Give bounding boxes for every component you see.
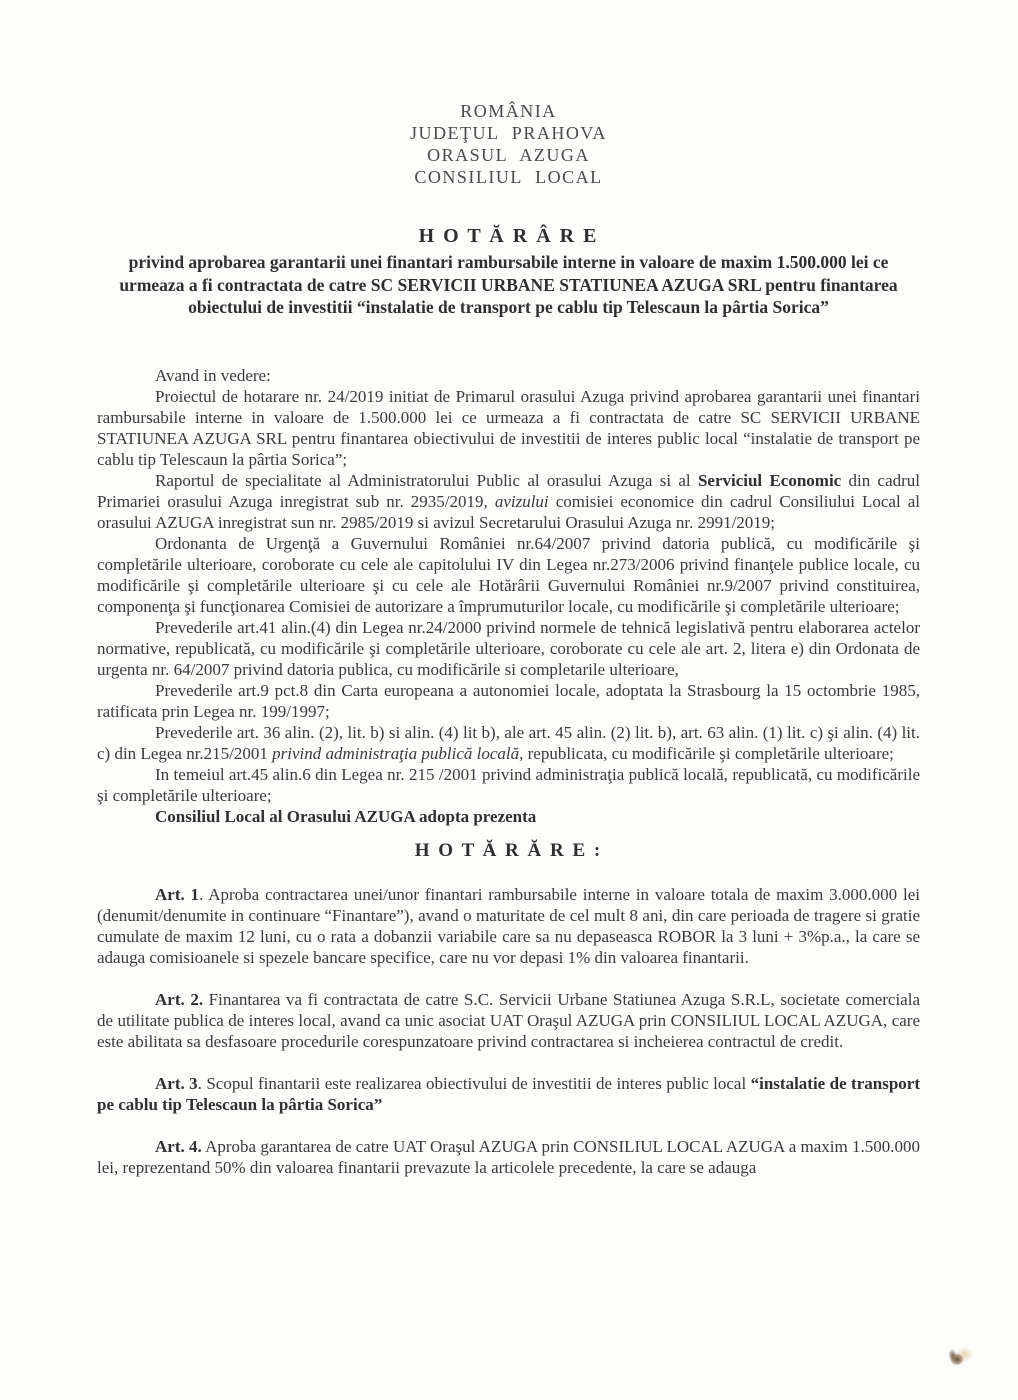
article-4: Art. 4. Aproba garantarea de catre UAT Oraşul AZUGA prin CONSILIUL LOCAL AZUGA a maxim 1.500.000 lei, reprezentand 50% din valoarea finantarii prevazute la articolele precedente, la care se adauga — [97, 1136, 921, 1177]
articles — [97, 884, 920, 1178]
paragraph-carta-europeana: Prevederile art.9 pct.8 din Carta europeana a autonomiei locale, adoptata la Strasbourg la 15 octombrie 1985, ratificata prin Legea nr. 199/1997; — [97, 680, 920, 721]
paragraph-adopta-prezenta: Consiliul Local al Orasului AZUGA adopta prezenta — [155, 806, 537, 826]
document-header — [97, 100, 920, 188]
article-1: Art. 1. Aproba contractarea unei/unor finantari rambursabile interne in valoare totala de maxim 3.000.000 lei (denumit/denumite in continuare “Finantare”), avand o maturitate de cel mult 8 ani, din care perioada de tragere si gratie cumulate de maxim 12 luni, cu o rata a dobanzii variabile care sa nu depaseasca ROBOR la 3 luni + 3%p.a., la care se adauga comisioanele si spezele bancare specifice, care nu vor depasi 1% din valoarea finantarii. — [97, 884, 920, 967]
paragraph-oug-64-2007: Ordonanta de Urgenţă a Guvernului României nr.64/2007 privind datoria publică, cu modificările şi completările ulterioare, coroborate cu cele ale capitolului IV din Legea nr.273/2006 privind finanţele publice locale, cu modificările şi completările ulterioare şi cu cele ale Hotărârii Guvernului României nr.9/2007 privind constituirea, componenţa şi funcţionarea Comisiei de autorizare a împrumuturilor locale, cu modificările şi completările ulterioare; — [97, 533, 920, 616]
paragraph-legea-24-2000: Prevederile art.41 alin.(4) din Legea nr.24/2000 privind normele de tehnică legislativă pentru elaborarea actelor normative, republicată, cu modificările şi completările ulterioare, coroborate cu cele ale art. 2, litera e) din Ordonata de urgenta nr. 64/2007 privind datoria publica, cu modificările si completarile ulterioare, — [97, 617, 920, 679]
article-3: Art. 3. Scopul finantarii este realizarea obiectivului de investitii de interes public local “instalatie de transport pe cablu tip Telescaun la pârtia Sorica” — [97, 1073, 920, 1114]
decision-subtitle: privind aprobarea garantarii unei finantari rambursabile interne in valoare de maxim 1.500.000 lei ce urmeaza a fi contractata de catre SC SERVICII URBANE STATIUNEA AZUGA SRL pentru finantarea obiectului de investitii “instalatie de transport pe cablu tip Telescaun la pârtia Sorica” — [119, 252, 898, 317]
header-town: ORASUL AZUGA — [427, 145, 590, 165]
paragraph-in-temeiul: In temeiul art.45 alin.6 din Legea nr. 215 /2001 privind administraţia publică locală, republicată, cu modificările şi completările ulterioare; — [97, 764, 920, 805]
decision-heading: H O T Ă R Ă R E : — [414, 839, 603, 861]
header-country: ROMÂNIA — [460, 101, 557, 121]
paragraph-proiect-hotarare: Proiectul de hotarare nr. 24/2019 initiat de Primarul orasului Azuga privind aprobarea garantarii unei finantari rambursabile interne in valoare de 1.500.000 lei ce urmeaza a fi contractata de catre SC SERVICII URBANE STATIUNEA AZUGA SRL pentru finantarea obiectivului de investitii de interes public local “instalatie de transport pe cablu tip Telescaun la pârtia Sorica”; — [97, 386, 920, 469]
paragraph-legea-215-2001: Prevederile art. 36 alin. (2), lit. b) si alin. (4) lit b), ale art. 45 alin. (2) lit. b), art. 63 alin. (1) lit. c) şi alin. (4) lit. c) din Legea nr.215/2001 privind administraţia publică locală, republicata, cu modificările şi completările ulterioare; — [97, 722, 920, 763]
header-council: CONSILIUL LOCAL — [414, 167, 603, 187]
scan-smudge-mark — [941, 1337, 979, 1373]
paragraph-raport-specialitate: Raportul de specialitate al Administratorului Public al orasului Azuga si al Serviciul Economic din cadrul Primariei orasului Azuga inregistrat sub nr. 2935/2019, avizului comisiei economice din cadrul Consiliului Local al orasului AZUGA inregistrat sun nr. 2985/2019 si avizul Secretarului Orasului Azuga nr. 2991/2019; — [97, 470, 921, 532]
header-county: JUDEŢUL PRAHOVA — [409, 123, 607, 143]
preamble — [97, 365, 920, 827]
article-2: Art. 2. Finantarea va fi contractata de catre S.C. Servicii Urbane Statiunea Azuga S.R.L, societate comerciala de utilitate publica de interes local, avand ca unic asociat UAT Oraşul AZUGA prin CONSILIUL LOCAL AZUGA, care este abilitata sa desfasoare procedurile corespunzatoare privind contractarea si incheierea contractul de credit. — [97, 989, 920, 1051]
paragraph-avand-in-vedere: Avand in vedere: — [155, 365, 271, 385]
decision-title: H O T Ă R Â R E — [418, 225, 599, 247]
